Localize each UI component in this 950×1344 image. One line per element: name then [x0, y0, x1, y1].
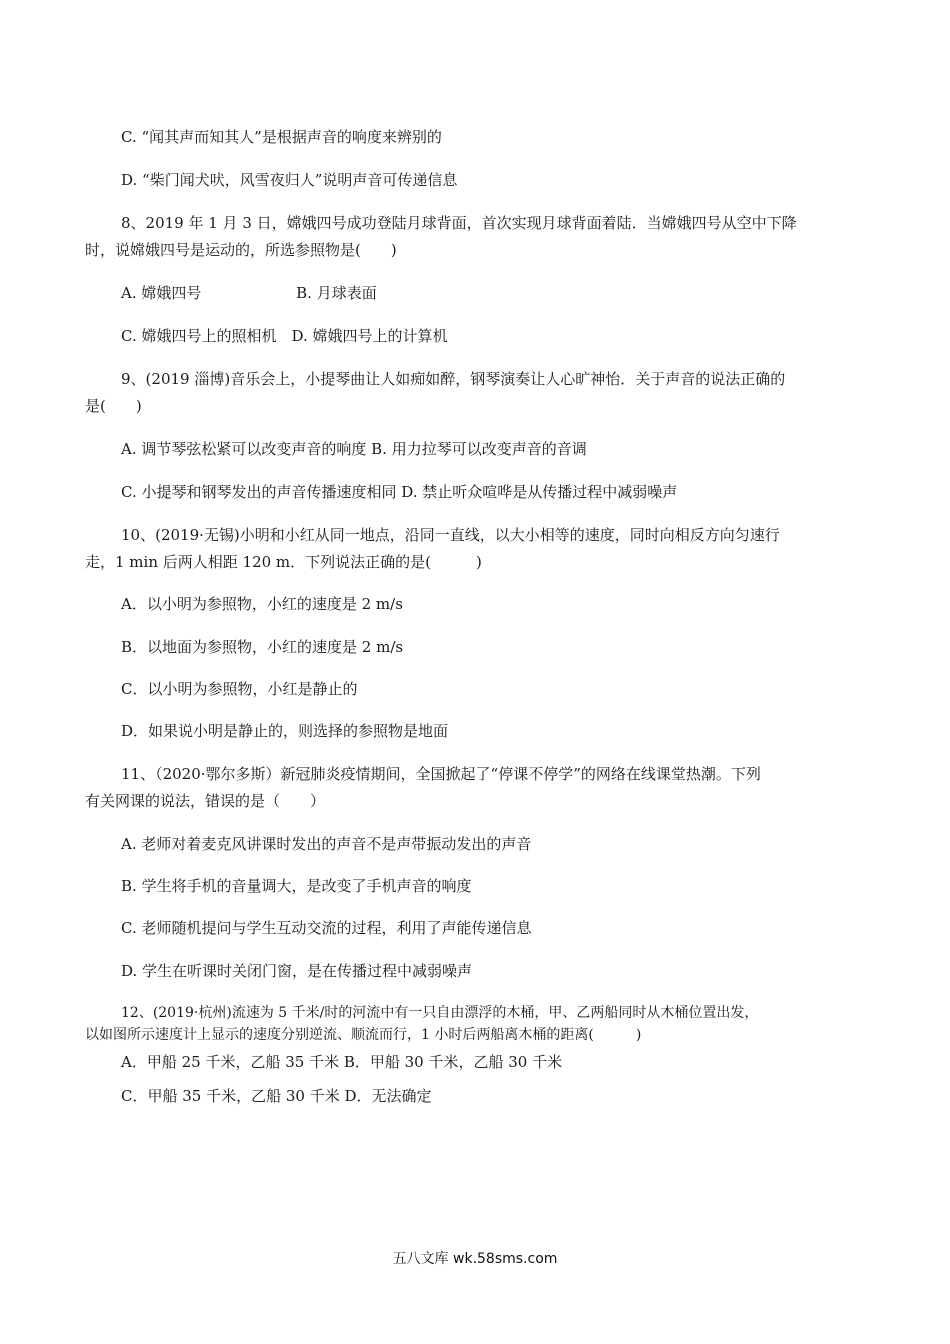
q9-options-cd: C. 小提琴和钢琴发出的声音传播速度相同 D. 禁止听众喧哗是从传播过程中减弱噪声 — [121, 483, 678, 501]
q11-option-d: D. 学生在听课时关闭门窗，是在传播过程中减弱噪声 — [121, 962, 473, 980]
q8-options-ab: A. 嫦娥四号 B. 月球表面 — [121, 284, 377, 302]
q12-options-cd: C．甲船 35 千米，乙船 30 千米 D．无法确定 — [121, 1087, 432, 1105]
q8-options-cd: C. 嫦娥四号上的照相机 D. 嫦娥四号上的计算机 — [121, 327, 448, 345]
q11-option-b: B. 学生将手机的音量调大，是改变了手机声音的响度 — [121, 877, 472, 895]
q7-option-d: D. “柴门闻犬吠，风雪夜归人”说明声音可传递信息 — [121, 171, 458, 189]
q9-stem-line2: 是( ) — [85, 397, 142, 415]
q10-stem-line1: 10、(2019·无锡)小明和小红从同一地点，沿同一直线，以大小相等的速度，同时向相反方向匀速行 — [121, 526, 780, 544]
q10-option-c: C．以小明为参照物，小红是静止的 — [121, 680, 358, 698]
page-footer: 五八文库 wk.58sms.com — [392, 1251, 558, 1267]
q9-options-ab: A. 调节琴弦松紧可以改变声音的响度 B. 用力拉琴可以改变声音的音调 — [121, 440, 587, 458]
q11-stem-line1: 11、（2020·鄂尔多斯）新冠肺炎疫情期间，全国掀起了“停课不停学”的网络在线课堂热潮。下列 — [121, 765, 761, 783]
q10-option-d: D．如果说小明是静止的，则选择的参照物是地面 — [121, 722, 449, 740]
q10-stem-line2: 走，1 min 后两人相距 120 m．下列说法正确的是( ) — [85, 553, 482, 571]
q11-option-a: A. 老师对着麦克风讲课时发出的声音不是声带振动发出的声音 — [121, 835, 532, 853]
q11-option-c: C. 老师随机提问与学生互动交流的过程，利用了声能传递信息 — [121, 919, 532, 937]
q11-stem-line2: 有关网课的说法，错误的是（ ） — [85, 792, 326, 810]
q12-options-ab: A．甲船 25 千米，乙船 35 千米 B．甲船 30 千米，乙船 30 千米 — [121, 1053, 563, 1071]
q8-stem-line1: 8、2019 年 1 月 3 日，嫦娥四号成功登陆月球背面，首次实现月球背面着陆．当嫦娥四号从空中下降 — [121, 214, 797, 232]
q10-option-b: B．以地面为参照物，小红的速度是 2 m/s — [121, 638, 404, 656]
q10-option-a: A．以小明为参照物，小红的速度是 2 m/s — [121, 595, 403, 613]
q7-option-c: C. “闻其声而知其人”是根据声音的响度来辨别的 — [121, 128, 442, 146]
q12-stem-line2: 以如图所示速度计上显示的速度分别逆流、顺流而行，1 小时后两船离木桶的距离( ) — [85, 1027, 642, 1043]
q9-stem-line1: 9、(2019 淄博)音乐会上，小提琴曲让人如痴如醉，钢琴演奏让人心旷神怡．关于声音的说法正确的 — [121, 370, 786, 388]
q12-stem-line1: 12、(2019·杭州)流速为 5 千米/时的河流中有一只自由漂浮的木桶，甲、乙两船同时从木桶位置出发， — [121, 1005, 759, 1021]
q8-stem-line2: 时，说嫦娥四号是运动的，所选参照物是( ) — [85, 241, 397, 259]
